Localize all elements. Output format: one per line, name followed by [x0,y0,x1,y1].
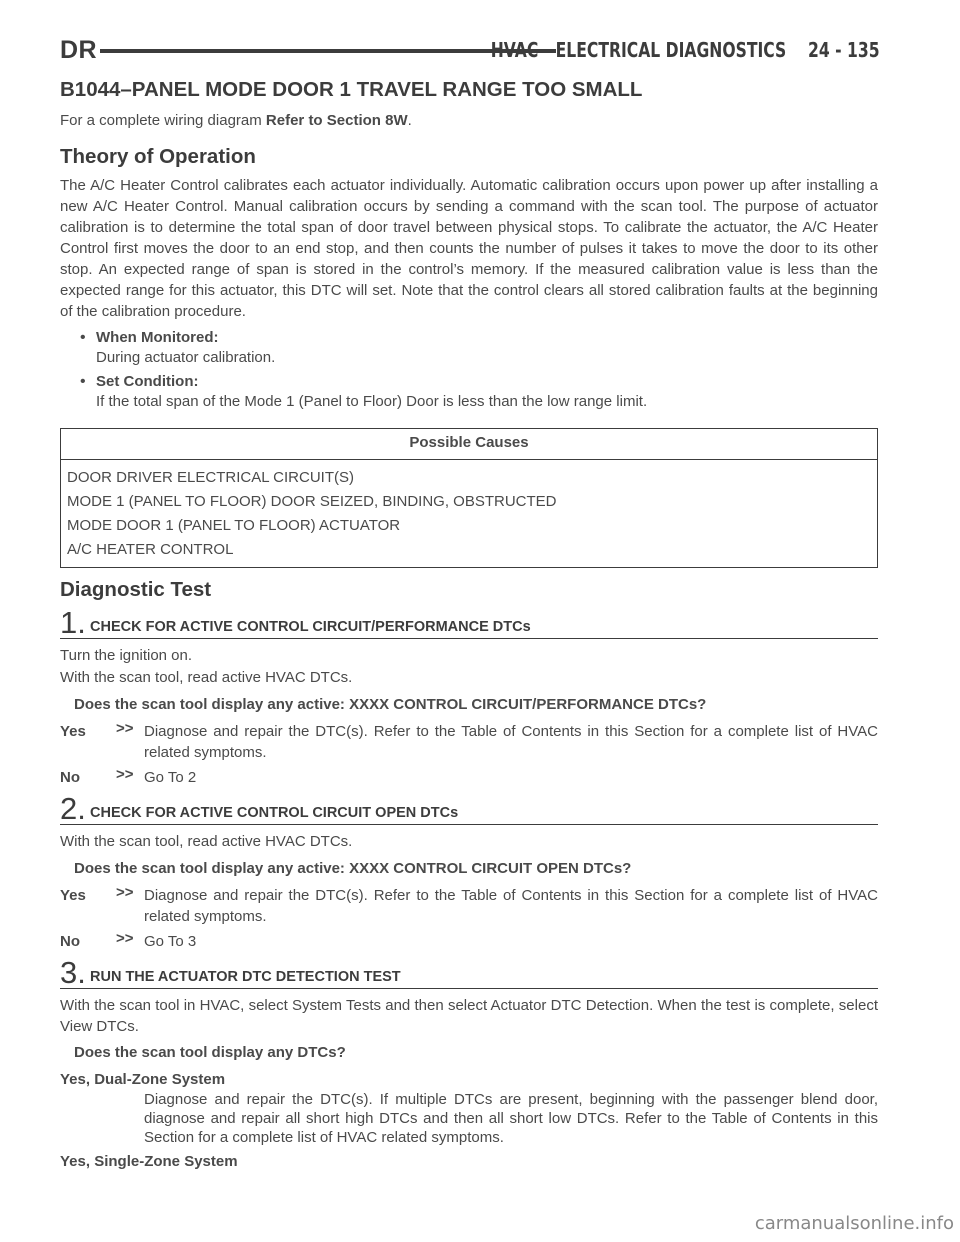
bullet-set-condition [80,372,878,412]
answer-text: Diagnose and repair the DTC(s). Refer to the Table of Contents in this Section for a complete list of HVAC related symptoms. [144,887,878,925]
cause-item: DOOR DRIVER ELECTRICAL CIRCUIT(S) [67,469,354,486]
answer-text: Go To 3 [144,933,197,950]
theory-bullets [80,328,878,412]
wiring-reference-end: . [407,112,412,129]
answer-text: Diagnose and repair the DTC(s). Refer to the Table of Contents in this Section for a complete list of HVAC related symptoms. [144,723,878,761]
step-line: Turn the ignition on. [60,647,193,664]
arrow-marker: >> [116,930,134,947]
answer-label: No [60,933,80,950]
step-2-header [60,791,878,826]
arrow-marker: >> [116,884,134,901]
answer-label: Yes [60,723,86,740]
wiring-reference [60,110,878,131]
answer-text: Diagnose and repair the DTC(s). If multiple DTCs are present, beginning with the passenger blend door, diagnose and repair all short high DTCs and then all short low DTCs. Refer to the Table of Contents in this Section for a complete list of HVAC related symptoms. [144,1091,878,1146]
page-header [60,36,880,66]
step-line: With the scan tool, read active HVAC DTCs. [60,833,353,850]
answer-text: Go To 2 [144,769,197,786]
answer-no [60,931,878,952]
section-8w-link[interactable]: Refer to Section 8W [265,112,408,129]
step-question: Does the scan tool display any active: XXXX CONTROL CIRCUIT/PERFORMANCE DTCs? [74,696,707,713]
answer-label: Yes, Dual-Zone System [60,1071,226,1088]
answer-no [60,767,878,788]
step-number: 1. [60,605,86,640]
answer-label: Yes [60,887,86,904]
step-number: 2. [60,791,86,826]
answer-dual-zone [60,1069,878,1147]
cause-item: MODE DOOR 1 (PANEL TO FLOOR) ACTUATOR [67,517,401,534]
header-section-code: DR [60,36,98,64]
theory-heading: Theory of Operation [60,145,256,168]
header-rule [100,49,556,53]
causes-heading: Possible Causes [61,429,877,460]
answer-yes [60,721,878,763]
bullet-text: If the total span of the Mode 1 (Panel to Floor) Door is less than the low range limit. [96,393,648,410]
page-title: B1044–PANEL MODE DOOR 1 TRAVEL RANGE TOO SMALL [60,78,643,101]
header-title: HVAC - ELECTRICAL DIAGNOSTICS 24 - 135 [491,38,880,62]
bullet-text: During actuator calibration. [96,349,276,366]
step-1-header [60,605,878,640]
bullet-when-monitored [80,328,878,368]
step-line: With the scan tool, read active HVAC DTCs. [60,669,353,686]
bullet-label: • Set Condition: [96,373,199,390]
step-title: CHECK FOR ACTIVE CONTROL CIRCUIT OPEN DTCs [90,805,459,821]
answer-label: No [60,769,80,786]
step-question: Does the scan tool display any active: XXXX CONTROL CIRCUIT OPEN DTCs? [74,860,632,877]
arrow-marker: >> [116,720,134,737]
wiring-reference-text: For a complete wiring diagram [60,112,266,129]
step-3-header [60,955,878,990]
cause-item: MODE 1 (PANEL TO FLOOR) DOOR SEIZED, BINDING, OBSTRUCTED [67,493,557,510]
step-number: 3. [60,955,86,990]
step-question: Does the scan tool display any DTCs? [74,1044,346,1061]
theory-body: The A/C Heater Control calibrates each actuator individually. Automatic calibration occurs upon power up after installing a new A/C Heater Control. Manual calibration occurs by sending a command with the scan tool. The purpose of actuator calibration is to determine the total span of door travel between physical stops. To calibrate the actuator, the A/C Heater Control first moves the door to an end stop, and then counts the number of pulses it takes to move the door to its other stop. An expected range of span is stored in the control’s memory. If the measured calibration value is less than the expected range for this actuator, this DTC will set. Note that the control clears all stored calibration faults at the beginning of the calibration procedure. [60,177,878,320]
page-content [60,78,878,1172]
bullet-label: • When Monitored: [96,329,219,346]
watermark: carmanualsonline.info [754,1213,954,1234]
causes-list [61,460,877,567]
step-title: RUN THE ACTUATOR DTC DETECTION TEST [90,969,401,985]
answer-label: Yes, Single-Zone System [60,1153,238,1170]
cause-item: A/C HEATER CONTROL [67,541,234,558]
diagnostic-heading: Diagnostic Test [60,578,212,601]
possible-causes-table [60,428,878,568]
step-line: With the scan tool in HVAC, select System Tests and then select Actuator DTC Detection. When the test is complete, select View DTCs. [60,997,878,1035]
answer-yes [60,885,878,927]
step-title: CHECK FOR ACTIVE CONTROL CIRCUIT/PERFORMANCE DTCs [90,619,531,635]
answer-single-zone [60,1151,878,1172]
arrow-marker: >> [116,766,134,783]
